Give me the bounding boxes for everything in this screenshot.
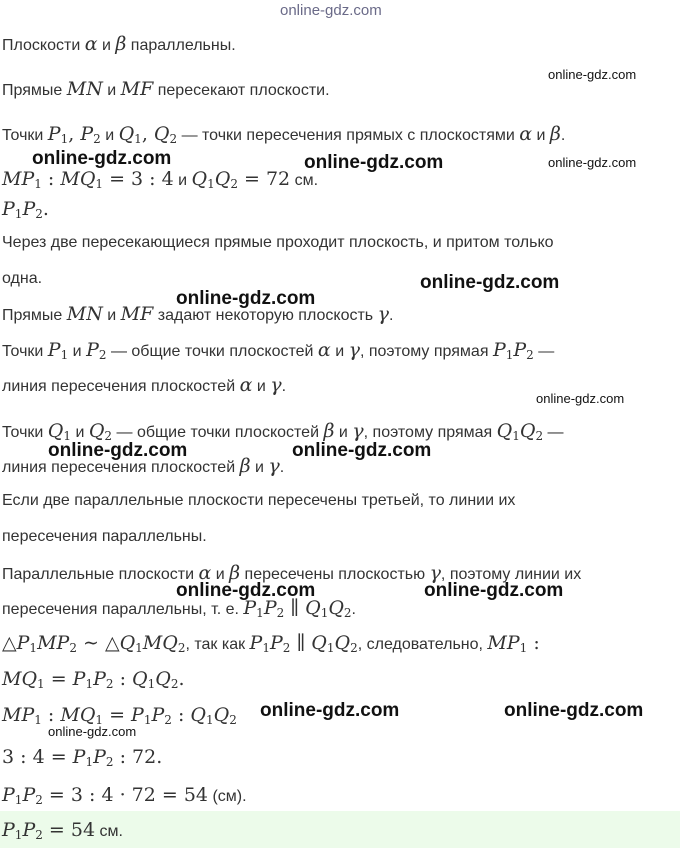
watermark-big: online-gdz.com [304,152,444,173]
watermark-big: online-gdz.com [504,700,644,721]
text-line: Точки $P_1$, $P_2$ и $Q_1$, $Q_2$ — точки пересечения прямых с плоскостями α и β. [2,123,566,146]
watermark-small: online-gdz.com [548,67,637,82]
text-line: Плоскости α и β параллельны. [2,33,236,55]
text-line: $MQ_1 = P_1P_2$ : $Q_1Q_2$. [2,668,185,691]
answer-line: $P_1P_2 = 54$ см. [2,819,123,842]
text-line: Через две пересекающиеся прямые проходит плоскость, и притом только [2,234,554,251]
text-line: линия пересечения плоскостей α и γ. [2,374,287,396]
text-line: линия пересечения плоскостей β и γ. [2,455,285,477]
text-line: $\triangle P_1MP_2$ ∼ $\triangle Q_1MQ_2$, так как $P_1P_2$ ∥ $Q_1Q_2$, следовательно, $MP_1$ : [2,632,540,655]
text-line: $MP_1$ : $MQ_1 = P_1P_2$ : $Q_1Q_2$ [2,704,237,727]
watermark-big: online-gdz.com [292,440,432,461]
text-line: $MP_1$ : $MQ_1 = 3$ : 4 и $Q_1Q_2 = 72$ см. [2,168,319,191]
watermark-big: online-gdz.com [176,288,316,309]
text-line: одна. [2,270,43,287]
text-line: Параллельные плоскости α и β пересечены плоскостью γ, поэтому линии их [2,562,582,584]
text-line: Прямые MN и MF пересекают плоскости. [2,78,330,100]
watermark-big: online-gdz.com [424,580,564,601]
text-line: Если две параллельные плоскости пересечены третьей, то линии их [2,492,516,509]
text-line: $P_1P_2$. [2,198,49,221]
watermark-small: online-gdz.com [548,155,637,170]
watermark-big: online-gdz.com [420,272,560,293]
text-line: Точки $P_1$ и $P_2$ — общие точки плоскостей α и γ, поэтому прямая $P_1P_2$ — [2,339,555,362]
text-line: $P_1P_2 = 3$ : 4 · 72 = 54 (см). [2,784,247,807]
text-line: Прямые MN и MF задают некоторую плоскость γ. [2,303,394,325]
text-line: Точки $Q_1$ и $Q_2$ — общие точки плоскостей β и γ, поэтому прямая $Q_1Q_2$ — [2,420,564,443]
watermark-big: online-gdz.com [32,148,172,169]
watermark-small: online-gdz.com [48,724,137,739]
text-line: пересечения параллельны, т. е. $P_1P_2$ ∥ $Q_1Q_2$. [2,597,356,620]
text-line: пересечения параллельны. [2,528,207,545]
watermark-big: online-gdz.com [176,580,316,601]
text-line: 3 : $4 = P_1P_2$ : 72. [2,746,163,769]
watermark-big: online-gdz.com [48,440,188,461]
watermark-small: online-gdz.com [536,391,625,406]
watermark-big: online-gdz.com [260,700,400,721]
watermark-top: online-gdz.com [280,2,382,19]
